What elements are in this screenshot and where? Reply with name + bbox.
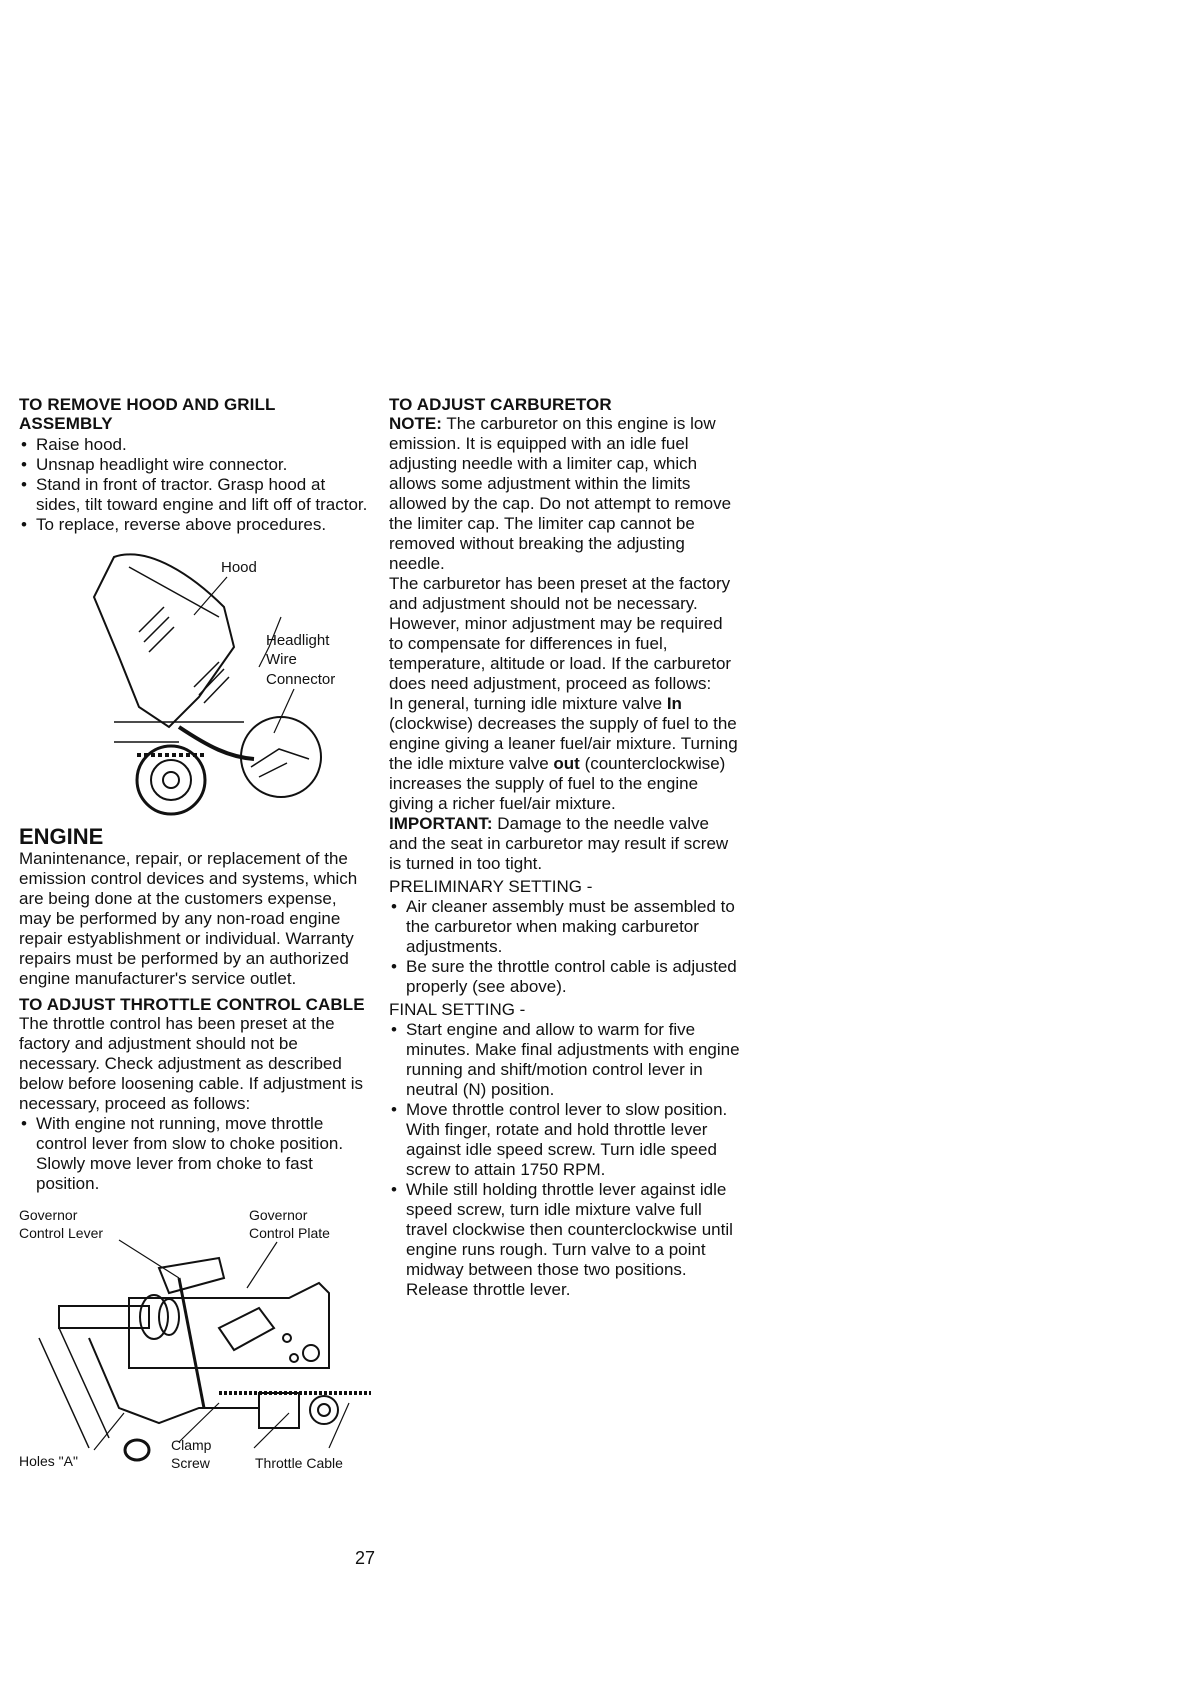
fig-label-screw: Screw [171,1455,210,1471]
general-out: out [553,754,580,773]
general-text-3: (counterclockwise) increases the supply of fuel to the engine giving a richer fuel/air mixture. [389,754,726,813]
fig-label-governor-lever-2: Control Lever [19,1225,104,1241]
general-in: In [666,694,682,713]
fig-label-clamp: Clamp [171,1437,212,1453]
fig-label-governor-plate-1: Governor [249,1207,308,1223]
right-column [389,395,741,1300]
page-number: 27 [355,1548,376,1568]
note-label: NOTE: [389,414,442,433]
fig-label-governor-lever-1: Governor [19,1207,78,1223]
engine-text: Manintenance, repair, or replacement of the emission control devices and systems, which are being done at the customers expense, may be performed by any non-road engine repair estyablishment or individual. Warranty repairs must be performed by an authorized engine manufacturer's service outlet. [19,849,358,988]
note-paragraph [389,414,741,574]
list-item: • Move throttle control lever to slow position. With finger, rotate and hold throttle lever against idle speed screw. Turn idle speed screw to attain 1750 RPM. [389,1100,741,1180]
fig-label-connector: Connector [266,671,336,688]
list-item: • Raise hood. [19,435,371,455]
hood-heading: TO REMOVE HOOD AND GRILL ASSEMBLY [19,395,276,433]
list-item: • Be sure the throttle control cable is adjusted properly (see above). [389,957,741,997]
hood-drawing [94,554,234,727]
fig-label-holes: Holes "A" [19,1453,78,1469]
throttle-heading: TO ADJUST THROTTLE CONTROL CABLE [19,995,365,1014]
governor-lever-drawing [159,1258,224,1293]
throttle-steps [19,1114,371,1194]
preset-text: The carburetor has been preset at the factory and adjustment should not be necessary. However, minor adjustment may be required to compensate for differences in fuel, temperature, altitude or load. If the carburetor does need adjustment, proceed as follows: [389,574,732,693]
list-item: • Air cleaner assembly must be assembled to the carburetor when making carburetor adjustments. [389,897,741,957]
hood-removal-figure [19,537,371,821]
list-item: • Unsnap headlight wire connector. [19,455,371,475]
list-item: • Stand in front of tractor. Grasp hood at sides, tilt toward engine and lift off of tractor. [19,475,371,515]
fig-label-governor-plate-2: Control Plate [249,1225,330,1241]
fig-label-hood: Hood [221,559,257,576]
hood-steps [19,435,371,535]
list-item: • With engine not running, move throttle control lever from slow to choke position. Slowly move lever from choke to fast position. [19,1114,371,1194]
list-item: • To replace, reverse above procedures. [19,515,371,535]
throttle-cable-figure [19,1198,371,1474]
fig-label-headlight: Headlight [266,632,330,649]
carburetor-heading: TO ADJUST CARBURETOR [389,395,612,414]
important-paragraph [389,814,741,874]
fig-label-wire: Wire [266,651,297,668]
preliminary-heading: PRELIMINARY SETTING - [389,877,593,896]
left-column [19,395,371,1474]
general-text-1: In general, turning idle mixture valve [389,694,667,713]
final-heading: FINAL SETTING - [389,1000,526,1019]
list-item: • Start engine and allow to warm for five minutes. Make final adjustments with engine running and shift/motion control lever in neutral (N) position. [389,1020,741,1100]
final-steps [389,1020,741,1300]
general-text-2: (clockwise) decreases the supply of fuel to the engine giving a leaner fuel/air mixture. Turning the idle mixture valve [389,714,738,773]
fig-label-throttle-cable: Throttle Cable [255,1455,343,1471]
throttle-text: The throttle control has been preset at the factory and adjustment should not be necessary. Check adjustment as described below before loosening cable. If adjustment is necessary, proceed as follows: [19,1014,363,1113]
preliminary-steps [389,897,741,997]
important-label: IMPORTANT: [389,814,493,833]
important-text: Damage to the needle valve and the seat in carburetor may result if screw is turned in too tight. [389,814,729,873]
note-text: The carburetor on this engine is low emission. It is equipped with an idle fuel adjusting needle with a limiter cap, which allows some adjustment within the limits allowed by the cap. Do not attempt to remove the limiter cap. The limiter cap cannot be removed without breaking the adjusting needle. [389,414,732,573]
engine-heading: ENGINE [19,824,104,849]
general-paragraph [389,694,741,814]
list-item: • While still holding throttle lever against idle speed screw, turn idle mixture valve full travel clockwise then counterclockwise until engine runs rough. Turn valve to a point midway between those two positions. Release throttle lever. [389,1180,741,1300]
